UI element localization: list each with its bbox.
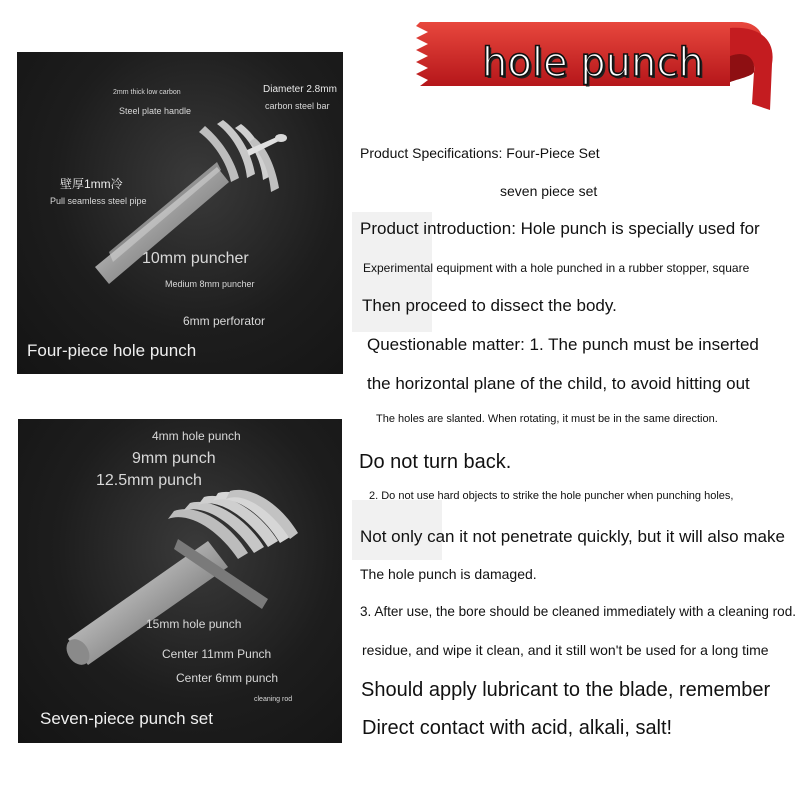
- label-11mm: Center 11mm Punch: [162, 647, 272, 661]
- label-pipe: Pull seamless steel pipe: [50, 196, 147, 206]
- intro-line-3: Then proceed to dissect the body.: [362, 296, 617, 315]
- label-4mm: 4mm hole punch: [152, 429, 241, 443]
- label-8mm: Medium 8mm puncher: [165, 279, 255, 289]
- matter-line-9: residue, and wipe it clean, and it still won't be used for a long time: [362, 642, 769, 658]
- seven-piece-photo: [18, 419, 342, 743]
- label-cleaning-rod: cleaning rod: [254, 696, 293, 703]
- label-handle-top: 2mm thick low carbon: [113, 89, 181, 96]
- spec-line-2: seven piece set: [500, 183, 598, 199]
- label-15mm: 15mm hole punch: [146, 617, 242, 631]
- four-piece-photo: [17, 52, 343, 374]
- matter-line-5: 2. Do not use hard objects to strike the hole puncher when punching holes,: [369, 490, 734, 502]
- label-wall: 壁厚1mm冷: [60, 177, 123, 191]
- matter-line-1: Questionable matter: 1. The punch must be inserted: [367, 335, 759, 354]
- label-12-5mm: 12.5mm punch: [96, 472, 202, 489]
- matter-line-6: Not only can it not penetrate quickly, but it will also make: [360, 527, 785, 546]
- label-10mm: 10mm puncher: [142, 250, 249, 267]
- label-diameter: Diameter 2.8mm: [263, 84, 337, 95]
- label-9mm: 9mm punch: [132, 450, 216, 467]
- label-6mm: 6mm perforator: [183, 314, 266, 328]
- matter-line-3: The holes are slanted. When rotating, it must be in the same direction.: [376, 413, 718, 425]
- label-6mm-center: Center 6mm punch: [176, 671, 279, 685]
- matter-line-11: Direct contact with acid, alkali, salt!: [362, 717, 673, 739]
- label-bar: carbon steel bar: [265, 101, 330, 111]
- banner-title: hole punch: [482, 40, 704, 86]
- matter-line-7: The hole punch is damaged.: [360, 566, 537, 582]
- label-handle: Steel plate handle: [119, 106, 192, 116]
- intro-line-2: Experimental equipment with a hole punched in a rubber stopper, square: [363, 261, 750, 275]
- four-piece-caption: Four-piece hole punch: [27, 341, 197, 360]
- matter-line-8: 3. After use, the bore should be cleaned immediately with a cleaning rod.: [360, 603, 796, 619]
- intro-line-1: Product introduction: Hole punch is specially used for: [360, 219, 760, 238]
- matter-line-10: Should apply lubricant to the blade, remember: [361, 679, 771, 701]
- matter-line-2: the horizontal plane of the child, to avoid hitting out: [367, 374, 750, 393]
- seven-piece-caption: Seven-piece punch set: [40, 709, 213, 728]
- spec-line-1: Product Specifications: Four-Piece Set: [360, 145, 600, 161]
- matter-line-4: Do not turn back.: [359, 451, 512, 473]
